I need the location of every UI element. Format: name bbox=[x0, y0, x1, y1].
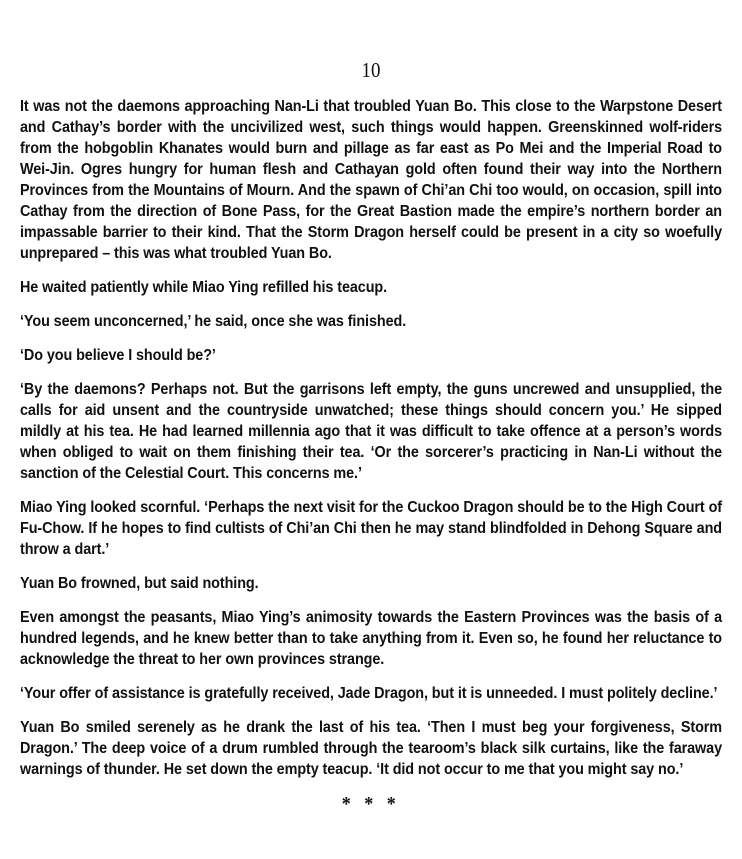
paragraph: ‘Your offer of assistance is gratefully received, Jade Dragon, but it is unneeded. I must politely decline.’ bbox=[20, 685, 718, 702]
page-text-block bbox=[20, 96, 722, 816]
paragraph: It was not the daemons approaching Nan-Li that troubled Yuan Bo. This close to the Warpstone Desert and Cathay’s border with the uncivilized west, such things would happen. Greenskinned wolf-riders from the hobgoblin Khanates would burn and pillage as far east as Po Mei and the Imperial Road to Wei-Jin. Ogres hungry for human flesh and Cathayan gold often found their way into the Northern Provinces from the Mountains of Mourn. And the spawn of Chi’an Chi too would, on occasion, spill into Cathay from the direction of Bone Pass, for the Great Bastion made the empire’s northern border an impassable barrier to their kind. That the Storm Dragon herself could be present in a city so woefully unprepared – this was what troubled Yuan Bo. bbox=[20, 98, 722, 262]
paragraph: Yuan Bo frowned, but said nothing. bbox=[20, 575, 259, 592]
paragraph: Miao Ying looked scornful. ‘Perhaps the next visit for the Cuckoo Dragon should be to the High Court of Fu-Chow. If he hopes to find cultists of Chi’an Chi then he may stand blindfolded in Dehong Square and throw a dart.’ bbox=[20, 499, 722, 558]
paragraph: ‘By the daemons? Perhaps not. But the garrisons left empty, the guns uncrewed and unsupplied, the calls for aid unsent and the countryside unwatched; these things should concern you.’ He sipped mildly at his tea. He had learned millennia ago that it was difficult to take offence at a person’s words when obliged to wait on them finishing their tea. ‘Or the sorcerer’s practicing in Nan-Li without the sanction of the Celestial Court. This concerns me.’ bbox=[20, 381, 722, 482]
paragraph: ‘Do you believe I should be?’ bbox=[20, 347, 216, 364]
scene-break: * * * bbox=[341, 793, 401, 815]
paragraph: ‘You seem unconcerned,’ he said, once she was finished. bbox=[20, 313, 407, 330]
paragraph: Yuan Bo smiled serenely as he drank the last of his tea. ‘Then I must beg your forgiveness, Storm Dragon.’ The deep voice of a drum rumbled through the tearoom’s black silk curtains, like the faraway warnings of thunder. He set down the empty teacup. ‘It did not occur to me that you might say no.’ bbox=[20, 719, 722, 778]
paragraph: Even amongst the peasants, Miao Ying’s animosity towards the Eastern Provinces was the basis of a hundred legends, and he knew better than to take anything from it. Even so, he found her reluctance to acknowledge the threat to her own provinces strange. bbox=[20, 609, 722, 668]
page-number: 10 bbox=[361, 58, 381, 82]
paragraph: He waited patiently while Miao Ying refilled his teacup. bbox=[20, 279, 388, 296]
